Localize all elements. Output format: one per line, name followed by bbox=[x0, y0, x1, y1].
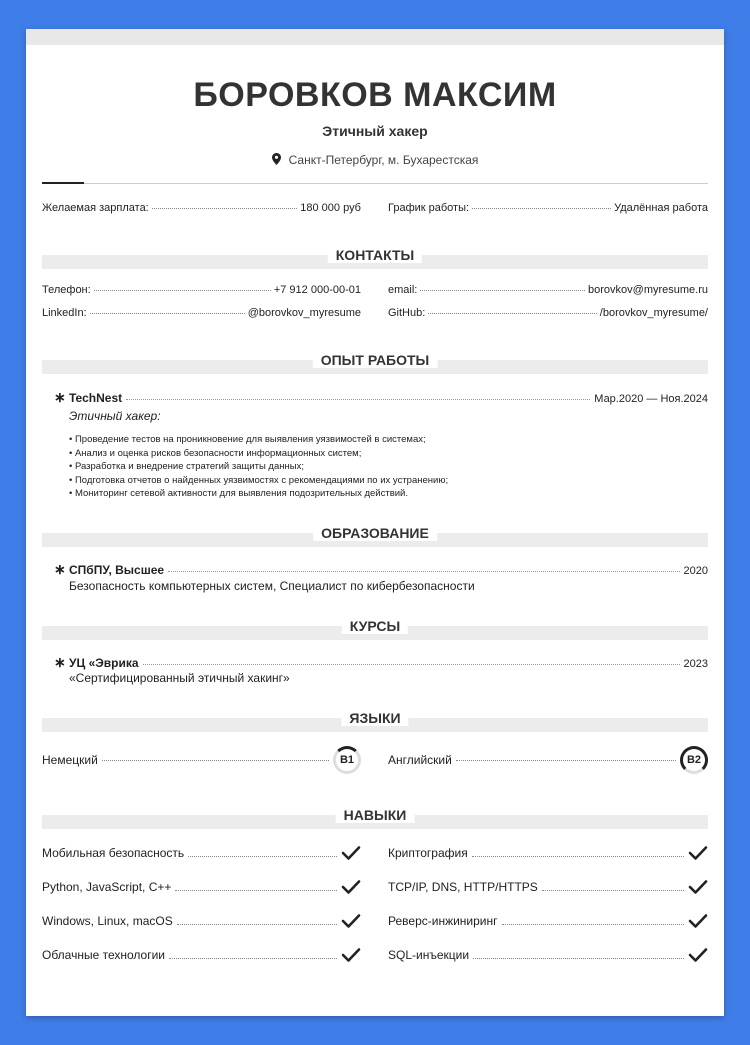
list-item: • Анализ и оценка рисков безопасности информационных систем; bbox=[69, 447, 448, 461]
education-year: 2020 bbox=[683, 565, 708, 577]
linkedin-value[interactable]: @borovkov_myresume bbox=[247, 307, 361, 319]
section-heading: ЯЗЫКИ bbox=[341, 710, 408, 726]
phone-value[interactable]: +7 912 000-00-01 bbox=[273, 284, 361, 296]
language-item bbox=[388, 746, 708, 774]
resume-page bbox=[26, 29, 724, 1016]
section-courses bbox=[42, 618, 708, 640]
location-text: Санкт-Петербург, м. Бухарестская bbox=[288, 153, 479, 167]
schedule-row bbox=[388, 202, 708, 214]
course-entry bbox=[54, 654, 708, 671]
header-divider-accent bbox=[42, 182, 84, 184]
skill-item bbox=[42, 913, 361, 929]
section-skills bbox=[42, 807, 708, 829]
skill-item bbox=[388, 913, 708, 929]
candidate-name: БОРОВКОВ МАКСИМ bbox=[193, 76, 557, 114]
duties-list bbox=[69, 433, 448, 501]
email-row bbox=[388, 284, 708, 296]
skill-name: Реверс-инжиниринг bbox=[388, 914, 498, 928]
github-row bbox=[388, 307, 708, 319]
checkmark-icon bbox=[341, 879, 361, 895]
bullet-asterisk: ∗ bbox=[54, 389, 66, 405]
skill-name: Криптография bbox=[388, 846, 468, 860]
linkedin-row bbox=[42, 307, 361, 319]
checkmark-icon bbox=[688, 913, 708, 929]
experience-dates: Мар.2020 — Ноя.2024 bbox=[594, 393, 708, 405]
schedule-value: Удалённая работа bbox=[614, 202, 708, 214]
checkmark-icon bbox=[341, 845, 361, 861]
course-details: «Сертифицированный этичный хакинг» bbox=[69, 671, 290, 685]
map-pin-icon bbox=[272, 153, 281, 165]
github-label: GitHub: bbox=[388, 307, 426, 319]
salary-row bbox=[42, 202, 361, 214]
bullet-asterisk: ∗ bbox=[54, 654, 66, 670]
salary-value: 180 000 руб bbox=[300, 202, 361, 214]
course-provider: УЦ «Эврика bbox=[69, 656, 139, 670]
education-entry bbox=[54, 561, 708, 578]
list-item: • Проведение тестов на проникновение для выявления уязвимостей в системах; bbox=[69, 433, 448, 447]
location bbox=[42, 153, 708, 167]
section-heading: ОБРАЗОВАНИЕ bbox=[313, 525, 437, 541]
section-heading: ОПЫТ РАБОТЫ bbox=[313, 352, 438, 368]
skill-name: Мобильная безопасность bbox=[42, 846, 185, 860]
education-details: Безопасность компьютерных систем, Специалист по кибербезопасности bbox=[69, 579, 475, 593]
schedule-label: График работы: bbox=[388, 202, 470, 214]
skill-item bbox=[388, 879, 708, 895]
skill-name: Windows, Linux, macOS bbox=[42, 914, 173, 928]
skill-name: Python, JavaScript, C++ bbox=[42, 880, 172, 894]
section-contacts bbox=[42, 247, 708, 269]
candidate-title: Этичный хакер bbox=[322, 123, 428, 139]
language-level-badge: B1 bbox=[333, 746, 361, 774]
company-name: TechNest bbox=[69, 391, 123, 405]
email-value[interactable]: borovkov@myresume.ru bbox=[588, 284, 708, 296]
skill-name: SQL-инъекции bbox=[388, 948, 470, 962]
checkmark-icon bbox=[688, 845, 708, 861]
section-languages bbox=[42, 710, 708, 732]
language-name: Английский bbox=[388, 753, 452, 767]
language-item bbox=[42, 746, 361, 774]
github-value[interactable]: /borovkov_myresume/ bbox=[599, 307, 708, 319]
skill-item bbox=[388, 845, 708, 861]
experience-entry bbox=[54, 389, 708, 406]
page-top-bar bbox=[26, 29, 724, 45]
school-name: СПбПУ, Высшее bbox=[69, 563, 165, 577]
section-heading: НАВЫКИ bbox=[336, 807, 415, 823]
list-item: • Подготовка отчетов о найденных уязвимостях с рекомендациями по их устранению; bbox=[69, 474, 448, 488]
skill-name: Облачные технологии bbox=[42, 948, 165, 962]
skill-name: TCP/IP, DNS, HTTP/HTTPS bbox=[388, 880, 538, 894]
phone-row bbox=[42, 284, 361, 296]
list-item: • Мониторинг сетевой активности для выявления подозрительных действий. bbox=[69, 487, 448, 501]
skill-item bbox=[42, 879, 361, 895]
course-year: 2023 bbox=[683, 658, 708, 670]
header-divider bbox=[42, 183, 708, 184]
email-label: email: bbox=[388, 284, 418, 296]
language-name: Немецкий bbox=[42, 753, 98, 767]
section-education bbox=[42, 525, 708, 547]
checkmark-icon bbox=[341, 913, 361, 929]
skill-item bbox=[42, 947, 361, 963]
language-level-badge: B2 bbox=[680, 746, 708, 774]
salary-label: Желаемая зарплата: bbox=[42, 202, 149, 214]
list-item: • Разработка и внедрение стратегий защиты данных; bbox=[69, 460, 448, 474]
bullet-asterisk: ∗ bbox=[54, 561, 66, 577]
checkmark-icon bbox=[688, 879, 708, 895]
checkmark-icon bbox=[341, 947, 361, 963]
section-heading: КОНТАКТЫ bbox=[328, 247, 422, 263]
checkmark-icon bbox=[688, 947, 708, 963]
phone-label: Телефон: bbox=[42, 284, 91, 296]
skill-item bbox=[388, 947, 708, 963]
skill-item bbox=[42, 845, 361, 861]
section-heading: КУРСЫ bbox=[342, 618, 408, 634]
section-experience bbox=[42, 352, 708, 374]
linkedin-label: LinkedIn: bbox=[42, 307, 87, 319]
position-title: Этичный хакер: bbox=[69, 409, 161, 423]
